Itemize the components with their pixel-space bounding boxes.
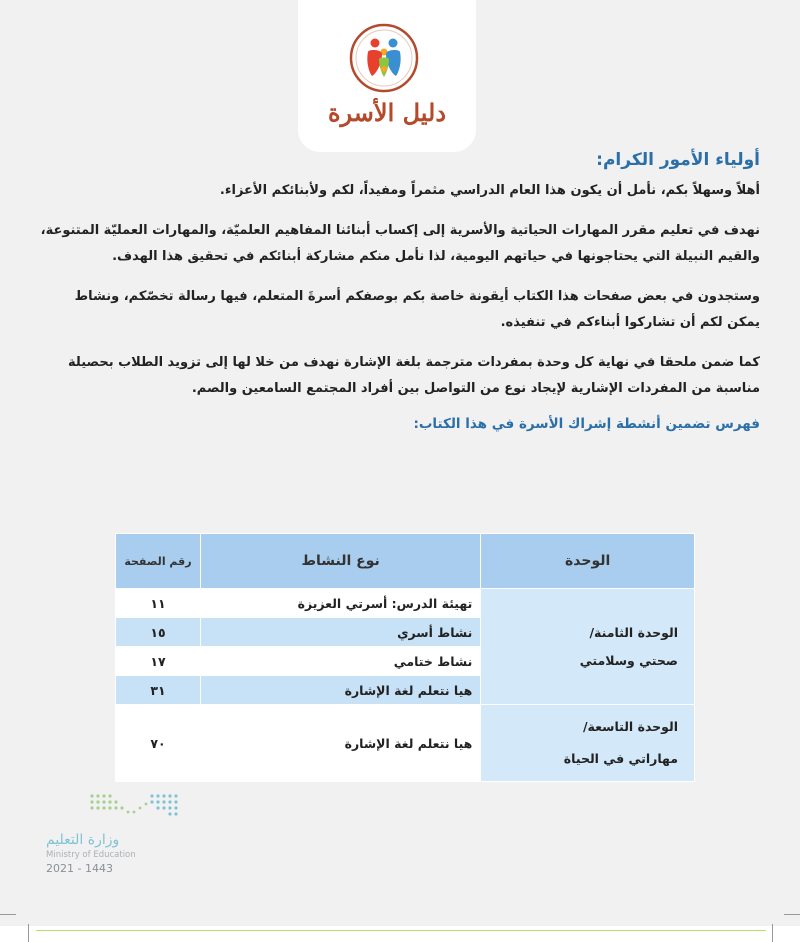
activity-cell: هيا نتعلم لغة الإشارة (200, 705, 480, 782)
crop-mark (0, 914, 16, 915)
crop-mark (772, 924, 773, 942)
goal-paragraph: نهدف في تعليم مقرر المهارات الحياتية والأسرية إلى إكساب أبنائنا المفاهيم العلميّة، والمهارات العمليّة المتنوعة، والقيم النبيلة التي يحتاجونها في حياتهم اليومية، لذا نأمل منكم مشاركة أبنائكم في تحقيق هذا الهدف. (40, 223, 760, 264)
bottom-margin (0, 926, 800, 942)
header-unit: الوحدة (481, 534, 695, 589)
page-cell: ٣١ (116, 676, 201, 705)
bottom-rule (36, 930, 766, 931)
page-cell: ١١ (116, 589, 201, 618)
ministry-dots-logo-icon (88, 792, 180, 820)
index-title: فهرس تضمين أنشطة إشراك الأسرة في هذا الكتاب: (413, 416, 760, 432)
header-card (298, 0, 476, 152)
table-row (116, 705, 695, 782)
activity-cell: هيا نتعلم لغة الإشارة (200, 676, 480, 705)
page-cell: ١٥ (116, 618, 201, 647)
header-activity: نوع النشاط (200, 534, 480, 589)
unit-cell-eight (481, 589, 695, 705)
page-cell: ٧٠ (116, 705, 201, 782)
ministry-year: 2021 - 1443 (46, 862, 113, 875)
page-cell: ١٧ (116, 647, 201, 676)
intro-section (40, 150, 760, 432)
sign-language-paragraph: كما ضمن ملحقا في نهاية كل وحدة بمفردات مترجمة بلغة الإشارة نهدف من خلا لها إلى تزويد الطلاب بحصيلة مناسبة من المفردات الإشارية لإيجاد نوع من التواصل بين أفراد المجتمع السامعين والصم. (68, 355, 760, 396)
crop-mark (784, 914, 800, 915)
activities-table (115, 533, 695, 782)
header-page: رقم الصفحة (116, 534, 201, 589)
greeting-heading: أولياء الأمور الكرام: (596, 150, 760, 170)
activity-cell: نشاط ختامي (200, 647, 480, 676)
activity-cell: نشاط أسري (200, 618, 480, 647)
crop-mark (28, 924, 29, 942)
table-header-row (116, 534, 695, 589)
icon-paragraph: وستجدون في بعض صفحات هذا الكتاب أيقونة خاصة بكم بوصفكم أسرةَ المتعلم، فيها رسالة تخصّكم، ونشاط يمكن لكم أن تشاركوا أبناءكم في تنفيذه. (74, 289, 760, 330)
ministry-name-arabic: وزارة التعليم (46, 832, 120, 848)
unit-name-line1: الوحدة التاسعة/ (582, 719, 678, 734)
ministry-name-english: Ministry of Education (46, 850, 136, 860)
unit-cell-nine (481, 705, 695, 782)
family-logo-icon (348, 22, 420, 94)
welcome-paragraph: أهلاً وسهلاً بكم، نأمل أن يكون هذا العام الدراسي مثمراً ومفيداً، لكم ولأبنائكم الأعزاء. (219, 183, 760, 198)
guide-title: دليل الأسرة (327, 98, 447, 127)
unit-name-line1: الوحدة الثامنة/ (589, 624, 678, 640)
activity-cell: تهيئة الدرس: أسرتي العزيزة (200, 589, 480, 618)
unit-name-line2: صحتي وسلامتي (579, 652, 678, 668)
table-row (116, 589, 695, 618)
unit-name-line2: مهاراتي في الحياة (563, 751, 678, 766)
